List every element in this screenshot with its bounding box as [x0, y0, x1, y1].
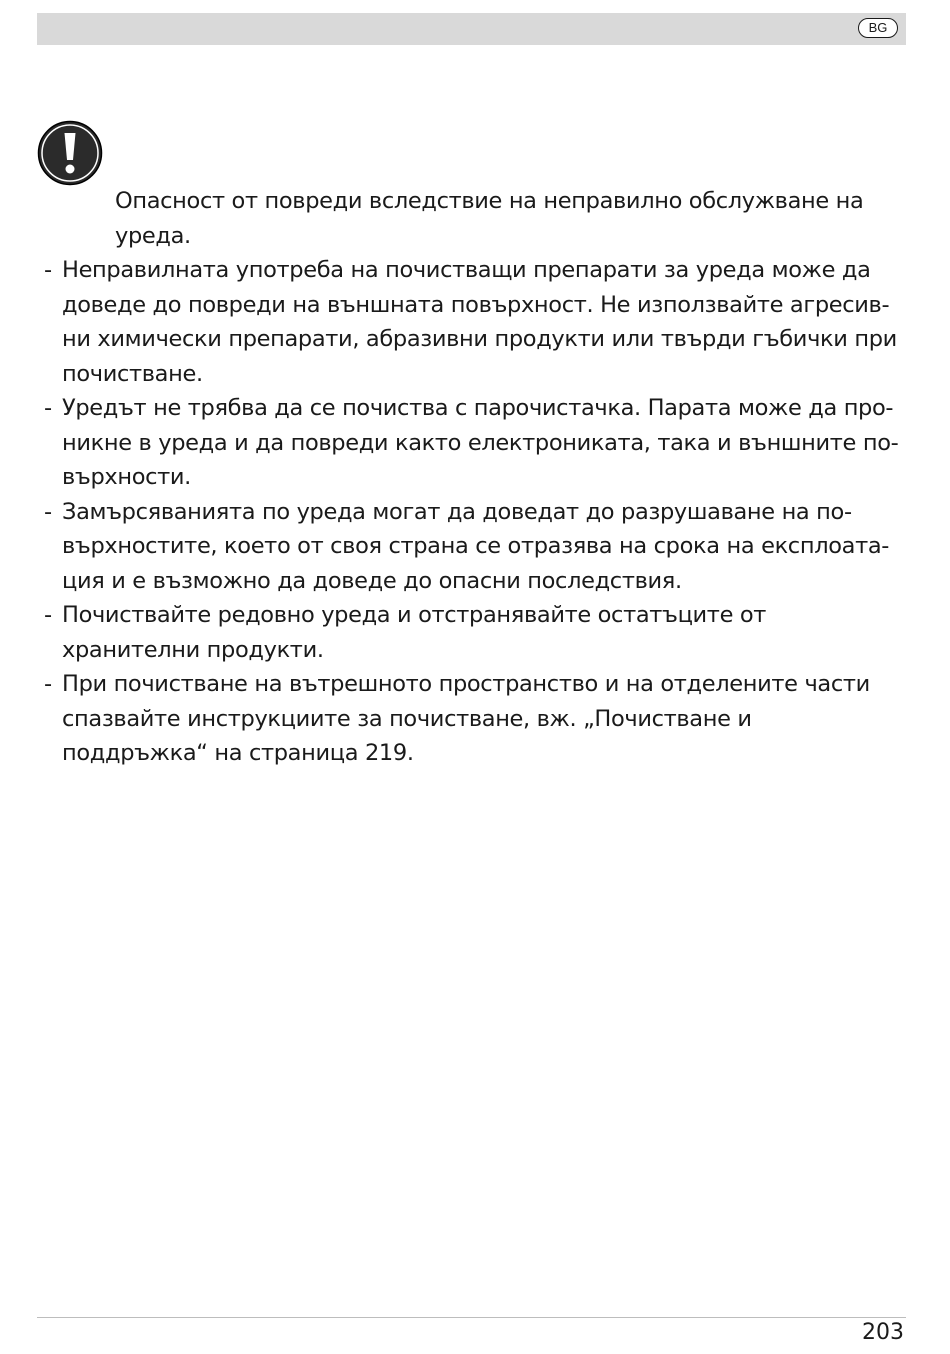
- list-dash: -: [44, 498, 52, 525]
- header-bar: [37, 13, 906, 45]
- footer-divider: [37, 1317, 906, 1318]
- list-item-text: Почиствайте редовно уреда и отстранявайте остатъците от хранителни продукти.: [62, 602, 767, 663]
- list-item-text: При почистване на вътрешното пространство и на отделените части спазвайте инструкциите за почистване, вж. „Почистване и поддръжка“ на страница 219.: [62, 671, 870, 766]
- list-dash: -: [44, 395, 52, 421]
- list-item-text: Неправилната употреба на почистващи препарати за уреда може да доведе до повреди на външната повърхност. Не използвайте агресивни химически препарати, абразивни продукти или твърди гъбички при почистване.: [62, 257, 897, 387]
- list-item: [40, 598, 902, 667]
- list-item: [40, 495, 902, 599]
- list-item-text: Уредът не трябва да се почиства с парочистачка. Парата може да проникне в уреда и да повреди както електрониката, така и външните повърхности.: [62, 395, 899, 490]
- page-number: 203: [862, 1320, 904, 1345]
- language-badge: BG: [858, 18, 898, 38]
- list-item-text: Замърсяванията по уреда могат да доведат до разрушаване на повърхностите, което от своя страна се отразява на срока на експлоатация и е възможно да доведе до опасни последствия.: [62, 498, 890, 594]
- exclamation-warning-icon: [37, 120, 103, 186]
- list-item: [40, 253, 902, 391]
- list-dash: -: [44, 257, 52, 283]
- warning-content: [40, 184, 902, 771]
- list-item: [40, 667, 902, 771]
- list-dash: -: [44, 671, 52, 697]
- warning-intro: Опасност от повреди вследствие на неправилно обслужване на уреда.: [115, 188, 864, 249]
- list-item: [40, 391, 902, 495]
- warning-list: [40, 253, 902, 771]
- list-dash: -: [44, 602, 52, 628]
